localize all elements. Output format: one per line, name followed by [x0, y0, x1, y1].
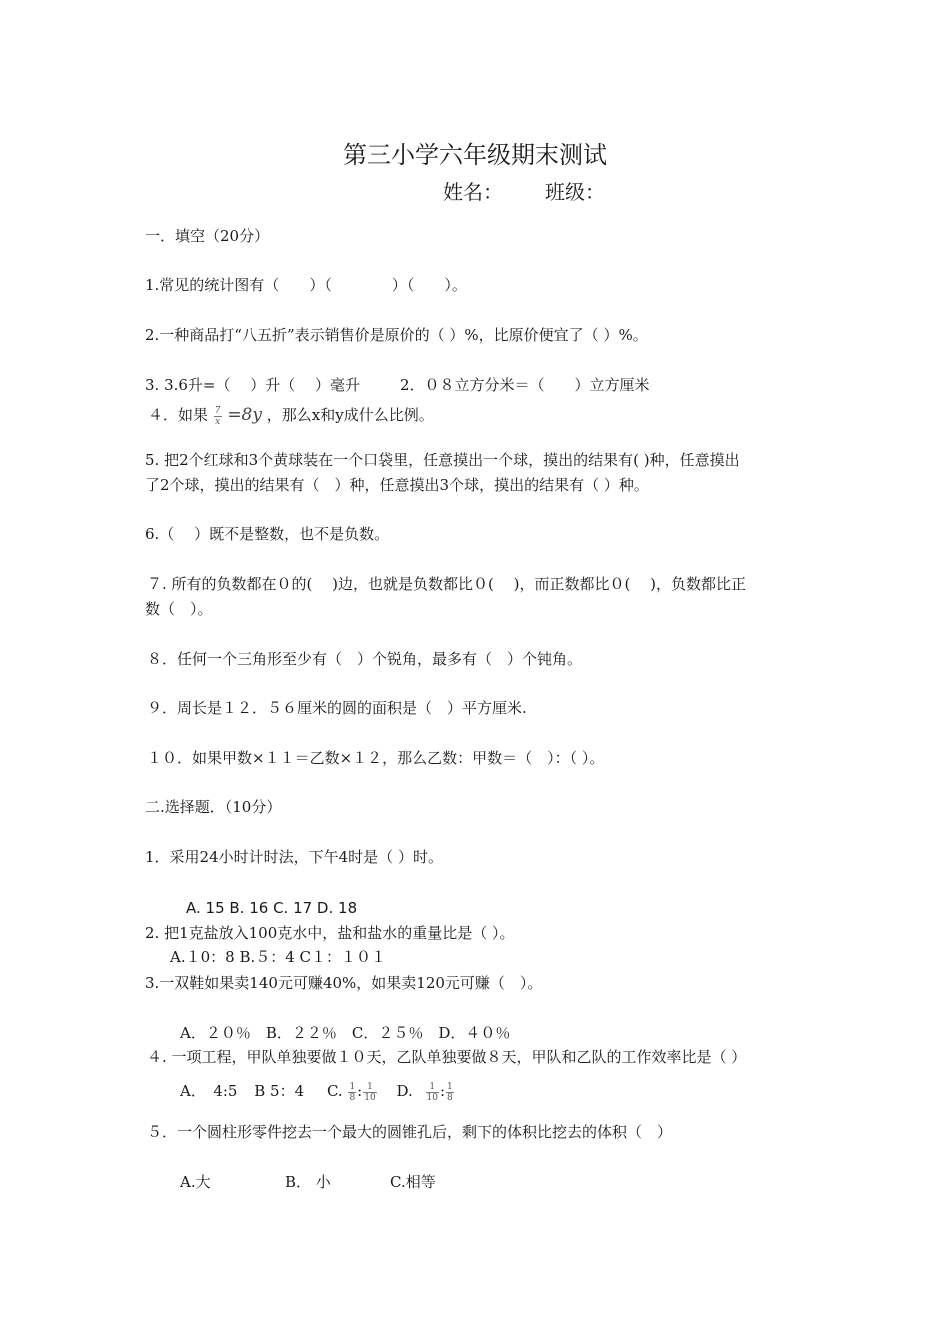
- section2-heading: 二.选择题．（10分）: [145, 798, 282, 816]
- question-1-3b: 2．０８立方分米＝（ ）立方厘米: [400, 376, 650, 394]
- question-2-3: 3.一双鞋如果卖140元可赚40%，如果卖120元可赚（ ）。: [145, 974, 543, 992]
- q4-prefix: ４．如果: [148, 406, 209, 424]
- question-2-5-option-a: A.大: [180, 1173, 211, 1191]
- question-1-5-line2: 了2个球，摸出的结果有（ ）种，任意摸出3个球，摸出的结果有（ ）种。: [145, 476, 649, 494]
- frac-numerator: 1: [426, 1082, 439, 1093]
- question-2-5-option-b: B． 小: [285, 1173, 331, 1191]
- q2-4-option-c: C.: [326, 1082, 343, 1100]
- q2-4-option-a: A． 4:5: [180, 1082, 238, 1100]
- question-1-2: 2.一种商品打“八五折”表示销售价是原价的（ ）%，比原价便宜了（ ）%。: [145, 326, 648, 344]
- frac-numerator: 1: [349, 1081, 356, 1092]
- student-info: [443, 176, 647, 205]
- q4-fraction: [214, 406, 222, 427]
- frac-numerator: 1: [363, 1082, 376, 1093]
- q4-equation: =8y: [227, 405, 262, 425]
- frac-denominator: 10: [426, 1092, 438, 1103]
- question-1-3a: 3. 3.6升=（ ）升（ ）毫升: [145, 376, 361, 394]
- question-1-10: １０．如果甲数×１１＝乙数×１２，那么乙数：甲数＝（ ）：（ ）。: [147, 749, 605, 767]
- question-2-5: ５．一个圆柱形零件挖去一个最大的圆锥孔后，剩下的体积比挖去的体积（ ）: [147, 1123, 673, 1141]
- frac-denominator: 8: [349, 1092, 356, 1103]
- question-2-4-options: A． 4:5 B 5：4 C. $\frac{1}{8}$ : $\frac{1}{10}$ D. $\frac{1}{10}$ : $\frac{1}{8}$: [180, 1081, 453, 1103]
- question-1-4: [148, 402, 434, 428]
- q4-frac-numerator: 7: [214, 405, 221, 416]
- frac-denominator: 8: [447, 1092, 453, 1103]
- section1-heading: 一．填空（20分）: [145, 227, 270, 245]
- question-1-6: 6.（ ）既不是整数，也不是负数。: [145, 525, 390, 543]
- question-1-1: 1.常见的统计图有（ ）（ ）（ ）。: [145, 276, 467, 294]
- name-label: 姓名：: [443, 180, 503, 204]
- question-2-1: 1．采用24小时计时法，下午4时是（ ）时。: [145, 848, 443, 866]
- question-1-7-line1: ７. 所有的负数都在０的( )边，也就是负数都比０( )，而正数都比０( )，负数都比正: [147, 575, 746, 593]
- question-1-7-line2: 数（ ）。: [145, 600, 213, 618]
- frac-denominator: 10: [364, 1092, 376, 1103]
- frac-numerator: 1: [447, 1081, 453, 1092]
- question-2-5-option-c: C.相等: [390, 1173, 436, 1191]
- question-1-8: ８．任何一个三角形至少有（ ）个锐角，最多有（ ）个钝角。: [147, 650, 583, 668]
- q4-suffix: ，那么x和y成什么比例。: [266, 406, 434, 424]
- page-title: 第三小学六年级期末测试: [343, 141, 607, 169]
- q4-frac-denominator: x: [215, 416, 221, 427]
- question-2-2: 2. 把1克盐放入100克水中，盐和盐水的重量比是（ ）。: [145, 924, 515, 942]
- class-label: 班级：: [545, 180, 605, 204]
- question-2-4: ４. 一项工程，甲队单独要做１０天，乙队单独要做８天，甲队和乙队的工作效率比是（ ）: [147, 1048, 747, 1066]
- q2-4-c-frac2: [363, 1082, 376, 1103]
- question-2-3-options: A．２０％ B．２２％ C．２５％ D．４０％: [180, 1024, 511, 1042]
- q2-4-d-frac2: [446, 1082, 454, 1103]
- q2-4-option-d: D.: [396, 1082, 413, 1100]
- question-2-2-options: A.１0：8 B.５：4 C１：１０１: [170, 948, 387, 966]
- q2-4-option-b: B 5：4: [254, 1082, 305, 1100]
- q2-4-c-frac1: [348, 1082, 356, 1103]
- q2-4-d-frac1: [426, 1082, 439, 1103]
- question-2-1-options: A. 15 B. 16 C. 17 D. 18: [186, 899, 358, 917]
- question-1-9: ９．周长是１２．５６厘米的圆的面积是（ ）平方厘米.: [147, 699, 527, 717]
- question-1-5-line1: 5. 把2个红球和3个黄球装在一个口袋里，任意摸出一个球，摸出的结果有( )种，任意摸出: [145, 451, 740, 469]
